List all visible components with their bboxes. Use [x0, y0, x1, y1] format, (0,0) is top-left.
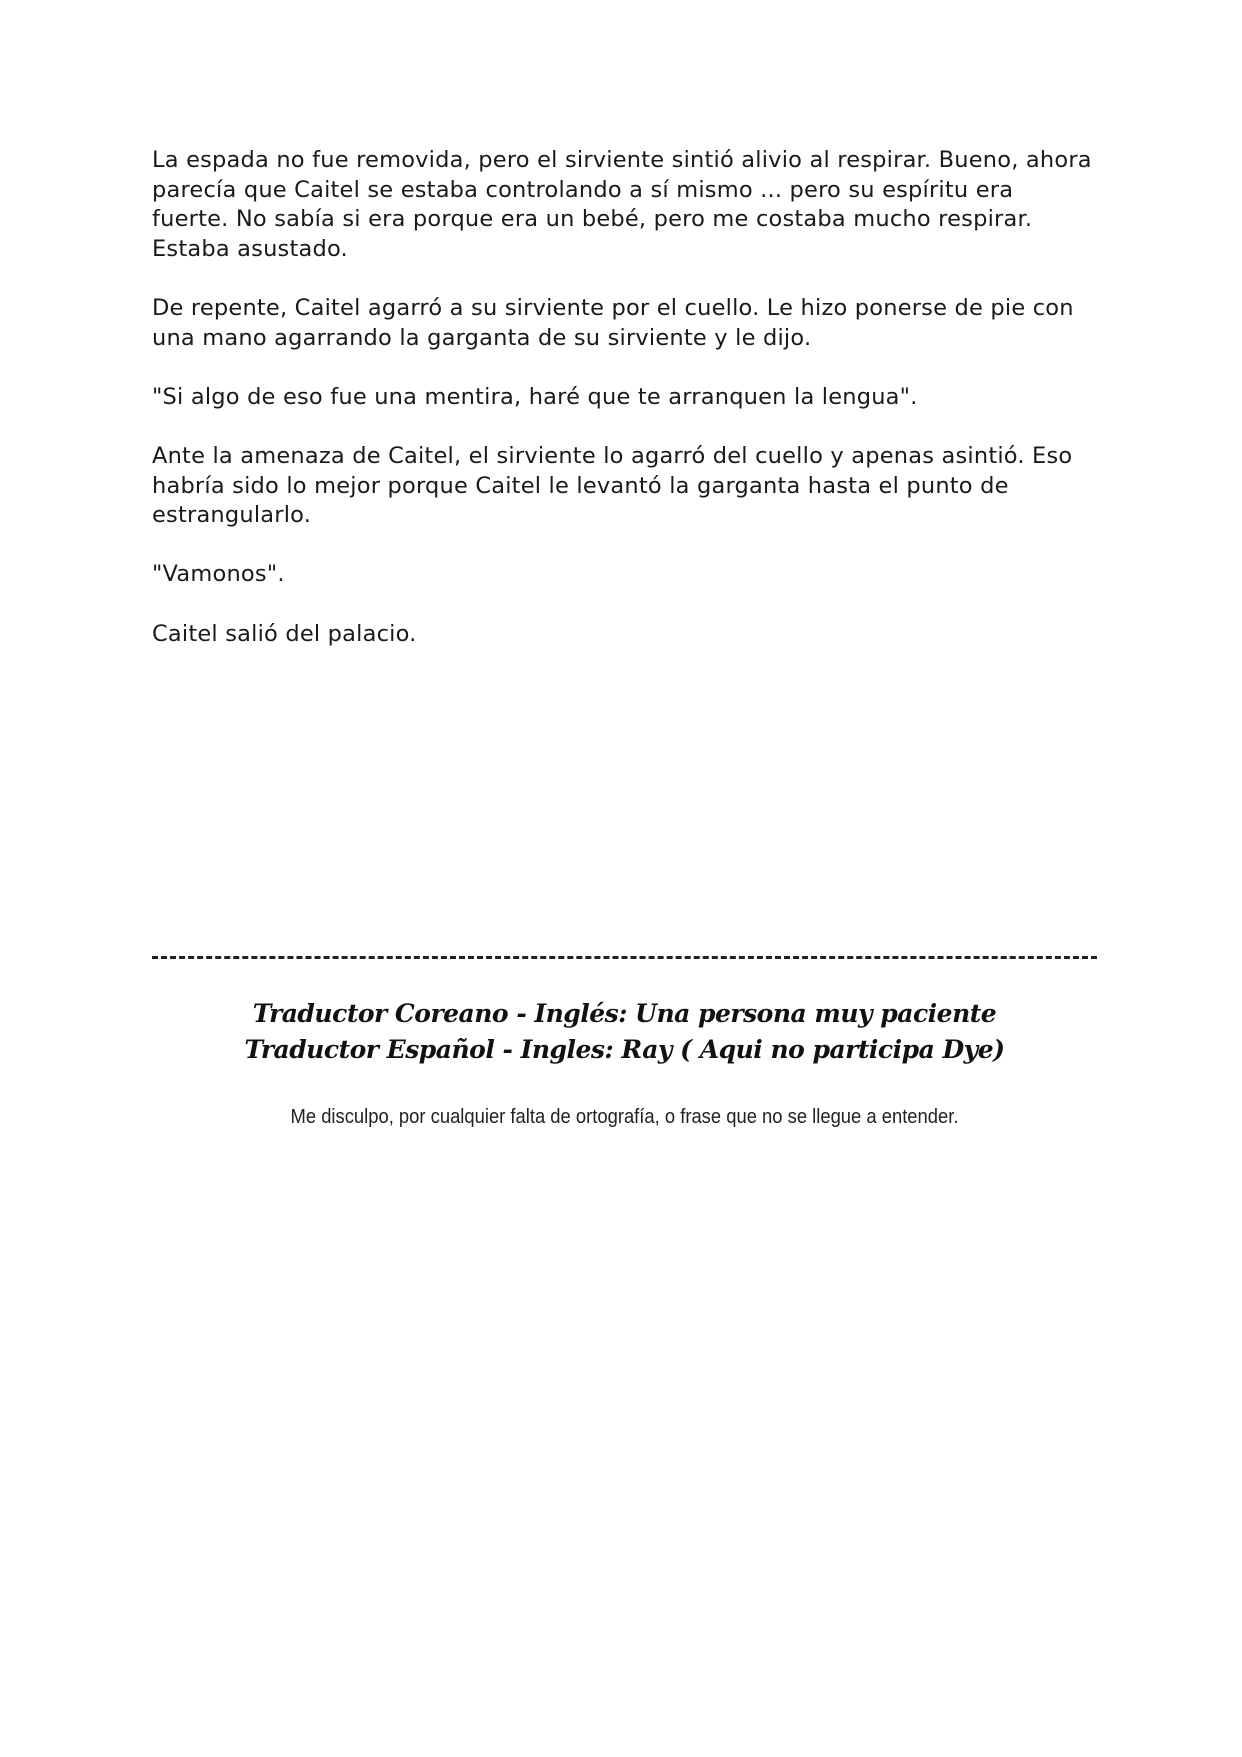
paragraph-2: De repente, Caitel agarró a su sirviente por el cuello. Le hizo ponerse de pie con una mano agarrando la garganta de su sirviente y le dijo.: [152, 294, 1074, 351]
credit-spanish-english: Traductor Español - Ingles: Ray ( Aqui no participa Dye): [244, 1035, 1005, 1064]
paragraph-1: La espada no fue removida, pero el sirviente sintió alivio al respirar. Bueno, ahora parecía que Caitel se estaba controlando a sí mismo ... pero su espíritu era fuerte. No sabía si era porque era un bebé, pero me costaba mucho respirar. Estaba asustado.: [152, 147, 1092, 262]
paragraph-5: "Vamonos".: [152, 561, 285, 588]
paragraph-4: Ante la amenaza de Caitel, el sirviente lo agarró del cuello y apenas asintió. Eso habría sido lo mejor porque Caitel le levantó la garganta hasta el punto de estrangularlo.: [152, 442, 1073, 529]
paragraph-3: "Si algo de eso fue una mentira, haré que te arranquen la lengua".: [152, 383, 918, 410]
paragraph-6: Caitel salió del palacio.: [152, 620, 417, 647]
body-text: [152, 146, 1097, 679]
translator-credits: [152, 996, 1097, 1068]
apology-note: Me disculpo, por cualquier falta de ortografía, o frase que no se llegue a entender.: [290, 1106, 959, 1128]
dashed-divider: [152, 956, 1097, 959]
credit-korean-english: Traductor Coreano - Inglés: Una persona muy paciente: [252, 999, 997, 1028]
